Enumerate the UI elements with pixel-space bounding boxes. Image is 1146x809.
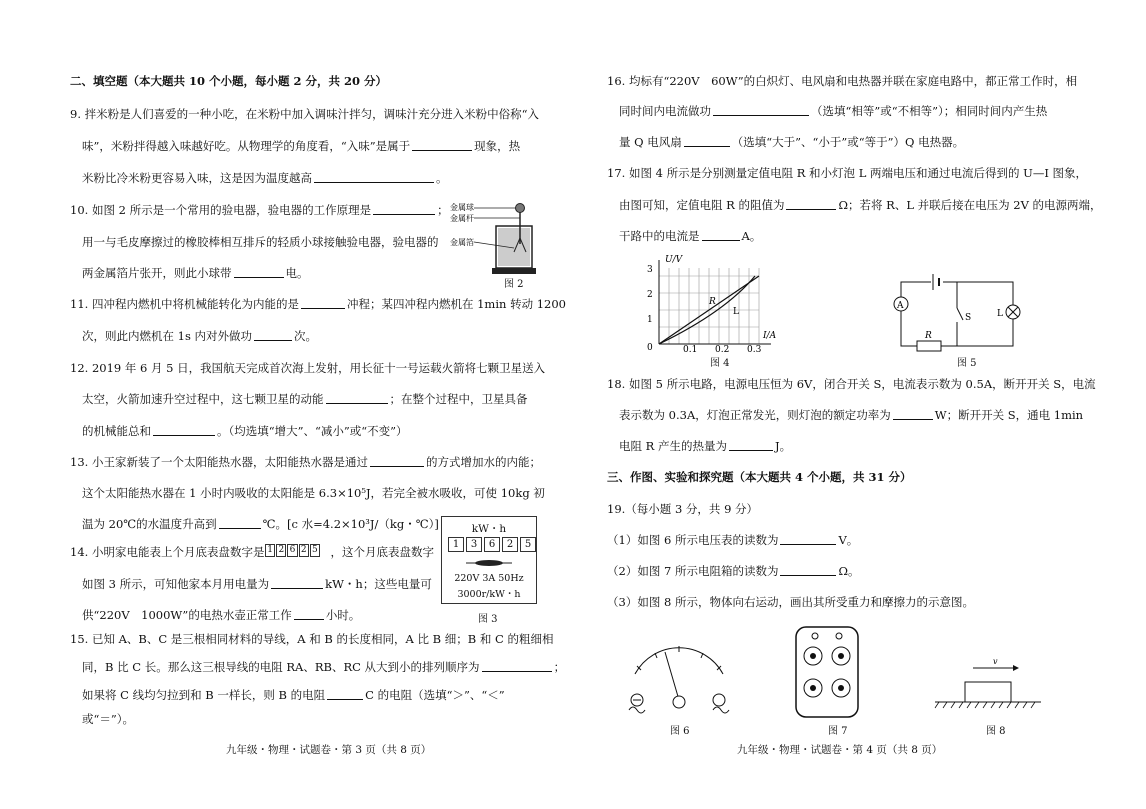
q19-heading: 19.（每小题 3 分，共 9 分） <box>607 502 759 516</box>
q12-line2: 太空，火箭加速升空过程中，这七颗卫星的动能 ；在整个过程中，卫星具备 <box>82 392 528 406</box>
y-tick: 2 <box>647 290 653 300</box>
answer-blank <box>412 139 472 151</box>
q14-line1: 14. 小明家电能表上个月底表盘数字是 ，这个月底表盘数字 <box>70 545 434 559</box>
digit: 2 <box>276 544 286 557</box>
answer-blank <box>153 424 215 436</box>
q15-line2: 同，B 比 C 长。那么这三根导线的电阻 RA、RB、RC 从大到小的排列顺序为 ； <box>82 660 566 674</box>
q16-line1: 16. 均标有“220V 60W”的白炽灯、电风扇和电热器并联在家庭电路中，都正常工作时，相 <box>607 74 1078 88</box>
q14-last-month-digits <box>265 544 321 557</box>
q16-line3: 量 Q 电风扇 （选填“大于”、“小于”或“等于”）Q 电热器。 <box>619 135 965 149</box>
figure-7-resistance-box <box>795 626 859 718</box>
q10-line3: 两金属箔片张开，则此小球带 电。 <box>82 266 309 280</box>
resistor-label: R <box>925 331 932 341</box>
y-tick: 0 <box>647 343 653 353</box>
q10-line2: 用一与毛皮摩擦过的橡胶棒相互排斥的轻质小球接触验电器，验电器的 <box>82 235 439 249</box>
label-metal-ball: 金属球 <box>450 203 474 212</box>
answer-blank <box>373 203 435 215</box>
answer-blank <box>713 104 809 116</box>
answer-blank <box>684 135 730 147</box>
q11-line2: 次，则此内燃机在 1s 内对外做功 次。 <box>82 329 318 343</box>
x-tick: 0.1 <box>683 345 698 355</box>
q19-3: （3）如图 8 所示，物体向右运动，画出其所受重力和摩擦力的示意图。 <box>607 595 974 609</box>
meter-disc-icon <box>464 557 514 569</box>
y-axis-label: U/V <box>665 255 683 265</box>
figure-6-voltmeter <box>627 640 731 720</box>
q16-line2: 同时间内电流做功 （选填“相等”或“不相等”）；相同时间内产生热 <box>619 104 1048 118</box>
digit: 1 <box>265 544 275 557</box>
q14-line2: 如图 3 所示，可知他家本月用电量为 kW・h；这些电量可 <box>82 577 432 591</box>
figure-6-caption: 图 6 <box>670 726 690 737</box>
x-axis-label: I/A <box>763 331 777 341</box>
answer-blank <box>729 439 773 451</box>
figure-7-caption: 图 7 <box>828 726 848 737</box>
y-tick: 3 <box>647 265 653 275</box>
meter-digit: 5 <box>520 537 536 552</box>
right-footer: 九年级・物理・试题卷・第 4 页（共 8 页） <box>737 744 943 756</box>
answer-blank <box>234 266 284 278</box>
figure-3-energy-meter <box>441 516 537 604</box>
meter-digit: 3 <box>466 537 482 552</box>
meter-constant: 3000r/kW・h <box>457 589 521 600</box>
answer-blank <box>254 329 292 341</box>
answer-blank <box>327 688 363 700</box>
q15-line3: 如果将 C 线均匀拉到和 B 一样长，则 B 的电阻 C 的电阻（选填“＞”、“＜” <box>82 688 505 702</box>
answer-blank <box>370 455 424 467</box>
q18-line3: 电阻 R 产生的热量为 J。 <box>619 439 792 453</box>
q12-line3: 的机械能总和 。（均选填“增大”、“减小”或“不变”） <box>82 424 408 438</box>
q9-line2: 味”，米粉拌得越入味越好吃。从物理学的角度看，“入味”是属于 现象，热 <box>82 139 521 153</box>
figure-3-caption: 图 3 <box>478 614 498 625</box>
q18-line1: 18. 如图 5 所示电路，电源电压恒为 6V，闭合开关 S，电流表示数为 0.5A，断开开关 S，电流 <box>607 377 1096 391</box>
left-footer: 九年级・物理・试题卷・第 3 页（共 8 页） <box>226 744 432 756</box>
answer-blank <box>702 229 740 241</box>
answer-blank <box>780 533 836 545</box>
figure-5-circuit <box>891 270 1031 352</box>
section-2-heading: 二、填空题（本大题共 10 个小题，每小题 2 分，共 20 分） <box>70 74 388 88</box>
q13-line3: 温为 20℃的水温度升高到 ℃。[c 水=4.2×10³J/（kg・℃）] <box>82 517 439 531</box>
velocity-label: v <box>993 657 998 666</box>
answer-blank <box>301 297 345 309</box>
figure-4-ui-graph <box>647 252 785 355</box>
series-label-l: L <box>733 307 739 317</box>
figure-4-caption: 图 4 <box>710 358 730 369</box>
q15-line1: 15. 已知 A、B、C 是三根相同材料的导线，A 和 B 的长度相同，A 比 B 细；B 和 C 的粗细相 <box>70 632 554 646</box>
label-metal-rod: 金属杆 <box>450 214 474 223</box>
q9-line3: 米粉比冷米粉更容易入味，这是因为温度越高 。 <box>82 171 448 185</box>
answer-blank <box>326 392 388 404</box>
q17-line1: 17. 如图 4 所示是分别测量定值电阻 R 和小灯泡 L 两端电压和通过电流后得到的 U—I 图象， <box>607 166 1088 180</box>
digit: 5 <box>310 544 320 557</box>
digit: 2 <box>299 544 309 557</box>
figure-2-caption: 图 2 <box>504 279 524 290</box>
q11-line1: 11. 四冲程内燃机中将机械能转化为内能的是 冲程；某四冲程内燃机在 1min 转动 1200 <box>70 297 566 311</box>
answer-blank <box>893 408 933 420</box>
y-tick: 1 <box>647 315 653 325</box>
q12-line1: 12. 2019 年 6 月 5 日，我国航天完成首次海上发射，用长征十一号运载火箭将七颗卫星送入 <box>70 361 546 375</box>
meter-digits <box>448 537 538 552</box>
answer-blank <box>271 577 323 589</box>
q10-line1: 10. 如图 2 所示是一个常用的验电器，验电器的工作原理是 ； <box>70 203 449 217</box>
q19-1: （1）如图 6 所示电压表的读数为 V。 <box>607 533 859 547</box>
answer-blank <box>219 517 261 529</box>
figure-5-caption: 图 5 <box>957 358 977 369</box>
q13-line2: 这个太阳能热水器在 1 小时内吸收的太阳能是 6.3×10⁵J，若完全被水吸收，可使 10kg 初 <box>82 486 545 500</box>
q17-line3: 干路中的电流是 A。 <box>619 229 762 243</box>
q19-2: （2）如图 7 所示电阻箱的读数为 Ω。 <box>607 564 860 578</box>
x-tick: 0.2 <box>715 345 730 355</box>
meter-unit: kW・h <box>471 523 507 535</box>
switch-label: S <box>965 313 972 323</box>
answer-blank <box>780 564 836 576</box>
q17-line2: 由图可知，定值电阻 R 的阻值为 Ω；若将 R、L 并联后接在电压为 2V 的电源两端， <box>619 198 1102 212</box>
figure-8-caption: 图 8 <box>986 726 1006 737</box>
x-tick: 0.3 <box>747 345 762 355</box>
q9-line1: 9. 拌米粉是人们喜爱的一种小吃，在米粉中加入调味汁拌匀，调味汁充分进入米粉中俗称“入 <box>70 107 540 121</box>
q18-line2: 表示数为 0.3A，灯泡正常发光，则灯泡的额定功率为 W；断开开关 S，通电 1min <box>619 408 1084 422</box>
section-3-heading: 三、作图、实验和探究题（本大题共 4 个小题，共 31 分） <box>607 470 912 484</box>
meter-digit: 2 <box>502 537 518 552</box>
answer-blank <box>786 198 836 210</box>
meter-rating: 220V 3A 50Hz <box>454 573 524 584</box>
series-label-r: R <box>709 297 716 307</box>
answer-blank <box>482 660 552 672</box>
ammeter-label: A <box>897 301 904 311</box>
q13-line1: 13. 小王家新装了一个太阳能热水器，太阳能热水器是通过 的方式增加水的内能； <box>70 455 541 469</box>
figure-2-electroscope <box>448 198 548 288</box>
answer-blank <box>294 608 324 620</box>
q15-line4: 或“＝”）。 <box>82 712 135 726</box>
digit: 6 <box>287 544 297 557</box>
q14-line3: 供“220V 1000W”的电热水壶正常工作 小时。 <box>82 608 361 622</box>
label-metal-foil: 金属箔 <box>450 238 474 247</box>
answer-blank <box>314 171 434 183</box>
figure-8-block <box>933 656 1043 712</box>
meter-digit: 6 <box>484 537 500 552</box>
meter-digit: 1 <box>448 537 464 552</box>
lamp-label: L <box>997 309 1003 319</box>
